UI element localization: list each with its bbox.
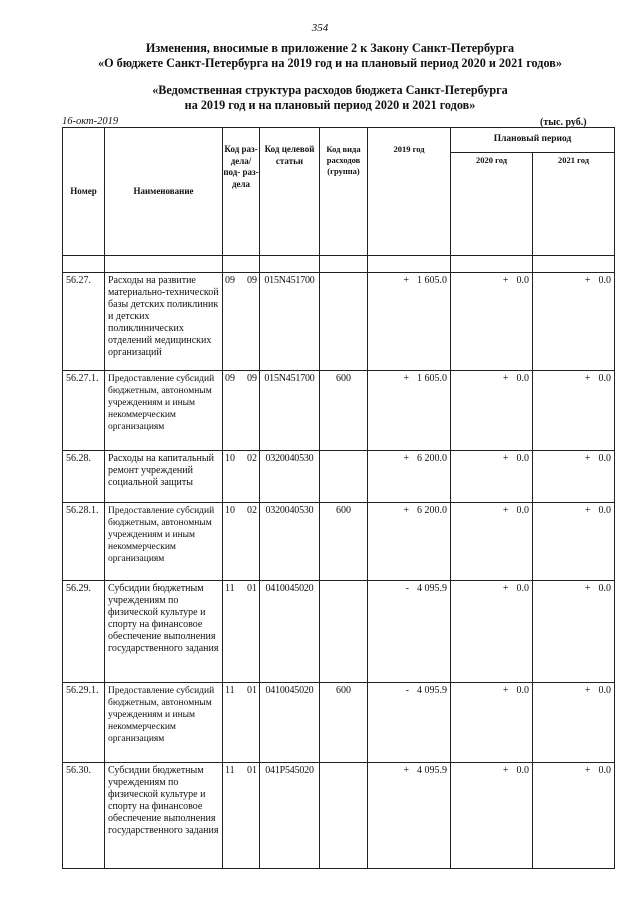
- row-target-code: 0320040530: [260, 503, 320, 581]
- row-expense-type: [320, 451, 368, 503]
- row-expense-type: [320, 273, 368, 371]
- amount-2019: 6 200.0: [417, 505, 447, 516]
- amount-2021: 0.0: [598, 685, 611, 696]
- subsection-code: 02: [247, 505, 257, 516]
- row-value-2019: [368, 503, 451, 581]
- row-section-code: [223, 273, 260, 371]
- sign-2021: +: [584, 505, 591, 516]
- amount-2021: 0.0: [598, 373, 611, 384]
- amount-2020: 0.0: [516, 275, 529, 286]
- row-target-code: 0410045020: [260, 581, 320, 683]
- row-value-2021: [533, 763, 615, 869]
- subsection-code: 01: [247, 685, 257, 696]
- row-value-2021: [533, 503, 615, 581]
- sign-2020: +: [502, 453, 509, 464]
- amount-2020: 0.0: [516, 453, 529, 464]
- table-row: [63, 683, 615, 763]
- table-row: [63, 503, 615, 581]
- section-code: 11: [225, 583, 235, 594]
- sign-2020: +: [502, 373, 509, 384]
- row-expense-type: [320, 763, 368, 869]
- sign-2020: +: [502, 685, 509, 696]
- row-value-2021: [533, 273, 615, 371]
- row-target-code: 0320040530: [260, 451, 320, 503]
- amount-2019: 4 095.9: [417, 685, 447, 696]
- header-number: Номер: [63, 128, 105, 256]
- row-value-2019: [368, 273, 451, 371]
- amount-2019: 6 200.0: [417, 453, 447, 464]
- row-number: 56.29.: [63, 581, 105, 683]
- row-value-2020: [451, 451, 533, 503]
- row-value-2020: [451, 273, 533, 371]
- page-number: 354: [311, 22, 329, 34]
- row-value-2019: [368, 683, 451, 763]
- sign-2020: +: [502, 583, 509, 594]
- header-expense-type-code: Код вида расходов (группа): [320, 128, 368, 256]
- row-section-code: [223, 581, 260, 683]
- amount-2020: 0.0: [516, 583, 529, 594]
- amount-2020: 0.0: [516, 373, 529, 384]
- row-value-2019: [368, 763, 451, 869]
- amount-2019: 4 095.9: [417, 765, 447, 776]
- amount-2021: 0.0: [598, 765, 611, 776]
- subsection-code: 09: [247, 373, 257, 384]
- amount-2019: 1 605.0: [417, 373, 447, 384]
- row-target-code: 015N451700: [260, 371, 320, 451]
- amount-2021: 0.0: [598, 583, 611, 594]
- row-value-2020: [451, 683, 533, 763]
- row-value-2021: [533, 581, 615, 683]
- sign-2019: +: [403, 373, 409, 384]
- row-section-code: [223, 503, 260, 581]
- table-row: [63, 451, 615, 503]
- row-name: Предоставление субсидий бюджетным, автономным учреждениям и иным некоммерческим организациям: [105, 371, 223, 451]
- sign-2021: +: [584, 685, 591, 696]
- row-name: Расходы на развитие материально-технической базы детских поликлиник и детских поликлинических отделений медицинских организаций: [105, 273, 223, 371]
- row-target-code: 0410045020: [260, 683, 320, 763]
- sign-2021: +: [584, 453, 591, 464]
- amount-2021: 0.0: [598, 275, 611, 286]
- sign-2019: +: [403, 765, 409, 776]
- row-value-2019: [368, 371, 451, 451]
- sign-2020: +: [502, 275, 509, 286]
- section-code: 09: [225, 275, 235, 286]
- row-value-2019: [368, 581, 451, 683]
- row-target-code: 041P545020: [260, 763, 320, 869]
- units-label: (тыс. руб.): [540, 117, 587, 128]
- row-value-2020: [451, 763, 533, 869]
- row-value-2020: [451, 503, 533, 581]
- section-code: 11: [225, 685, 235, 696]
- document-title: [30, 41, 630, 71]
- table-row: [63, 763, 615, 869]
- subsection-code: 01: [247, 765, 257, 776]
- header-planned-period: Плановый период: [451, 128, 615, 153]
- table-row: [63, 371, 615, 451]
- header-name: Наименование: [105, 128, 223, 256]
- header-target-code: Код целевой статьи: [260, 128, 320, 256]
- sign-2021: +: [584, 275, 591, 286]
- row-value-2021: [533, 371, 615, 451]
- sign-2020: +: [502, 765, 509, 776]
- row-value-2021: [533, 451, 615, 503]
- section-code: 11: [225, 765, 235, 776]
- row-section-code: [223, 451, 260, 503]
- row-name: Расходы на капитальный ремонт учреждений социальной защиты: [105, 451, 223, 503]
- title-line-2: «О бюджете Санкт-Петербурга на 2019 год и на плановый период 2020 и 2021 годов»: [98, 56, 562, 70]
- subsection-code: 09: [247, 275, 257, 286]
- sign-2019: +: [403, 275, 409, 286]
- row-number: 56.28.: [63, 451, 105, 503]
- sign-2021: +: [584, 373, 591, 384]
- document-date: 16-окт-2019: [62, 116, 119, 127]
- header-year-2021: 2021 год: [533, 153, 615, 256]
- row-number: 56.29.1.: [63, 683, 105, 763]
- sign-2019: +: [403, 453, 409, 464]
- row-number: 56.30.: [63, 763, 105, 869]
- amount-2020: 0.0: [516, 505, 529, 516]
- row-section-code: [223, 763, 260, 869]
- row-value-2020: [451, 371, 533, 451]
- row-name: Субсидии бюджетным учреждениям по физической культуре и спорту на финансовое обеспечение выполнения государственного задания: [105, 581, 223, 683]
- sign-2019: -: [405, 583, 409, 594]
- spacer-row: [63, 256, 615, 273]
- row-section-code: [223, 683, 260, 763]
- header-year-2020: 2020 год: [451, 153, 533, 256]
- row-expense-type: 600: [320, 503, 368, 581]
- table-body: [63, 256, 615, 869]
- header-section-code: Код раз- дела/ под- раз- дела: [223, 128, 260, 256]
- row-expense-type: 600: [320, 683, 368, 763]
- budget-table: [62, 127, 615, 869]
- amount-2019: 1 605.0: [417, 275, 447, 286]
- sign-2021: +: [584, 583, 591, 594]
- sign-2019: -: [405, 685, 409, 696]
- amount-2021: 0.0: [598, 453, 611, 464]
- table-row: [63, 581, 615, 683]
- row-expense-type: [320, 581, 368, 683]
- amount-2019: 4 095.9: [417, 583, 447, 594]
- section-code: 09: [225, 373, 235, 384]
- row-value-2019: [368, 451, 451, 503]
- subsection-code: 01: [247, 583, 257, 594]
- row-name: Субсидии бюджетным учреждениям по физической культуре и спорту на финансовое обеспечение выполнения государственного задания: [105, 763, 223, 869]
- row-value-2021: [533, 683, 615, 763]
- document-subtitle: [30, 83, 630, 113]
- title-line-1: Изменения, вносимые в приложение 2 к Закону Санкт-Петербурга: [145, 41, 515, 55]
- subsection-code: 02: [247, 453, 257, 464]
- row-number: 56.27.1.: [63, 371, 105, 451]
- row-value-2020: [451, 581, 533, 683]
- sign-2020: +: [502, 505, 509, 516]
- amount-2020: 0.0: [516, 685, 529, 696]
- row-target-code: 015N451700: [260, 273, 320, 371]
- amount-2021: 0.0: [598, 505, 611, 516]
- row-name: Предоставление субсидий бюджетным, автономным учреждениям и иным некоммерческим организациям: [105, 503, 223, 581]
- sign-2021: +: [584, 765, 591, 776]
- subtitle-line-1: «Ведомственная структура расходов бюджета Санкт-Петербурга: [152, 83, 508, 97]
- header-year-2019: 2019 год: [368, 128, 451, 256]
- section-code: 10: [225, 505, 235, 516]
- row-expense-type: 600: [320, 371, 368, 451]
- row-number: 56.28.1.: [63, 503, 105, 581]
- row-name: Предоставление субсидий бюджетным, автономным учреждениям и иным некоммерческим организациям: [105, 683, 223, 763]
- section-code: 10: [225, 453, 235, 464]
- amount-2020: 0.0: [516, 765, 529, 776]
- subtitle-line-2: на 2019 год и на плановый период 2020 и 2021 годов»: [184, 98, 476, 112]
- row-section-code: [223, 371, 260, 451]
- row-number: 56.27.: [63, 273, 105, 371]
- sign-2019: +: [403, 505, 409, 516]
- table-row: [63, 273, 615, 371]
